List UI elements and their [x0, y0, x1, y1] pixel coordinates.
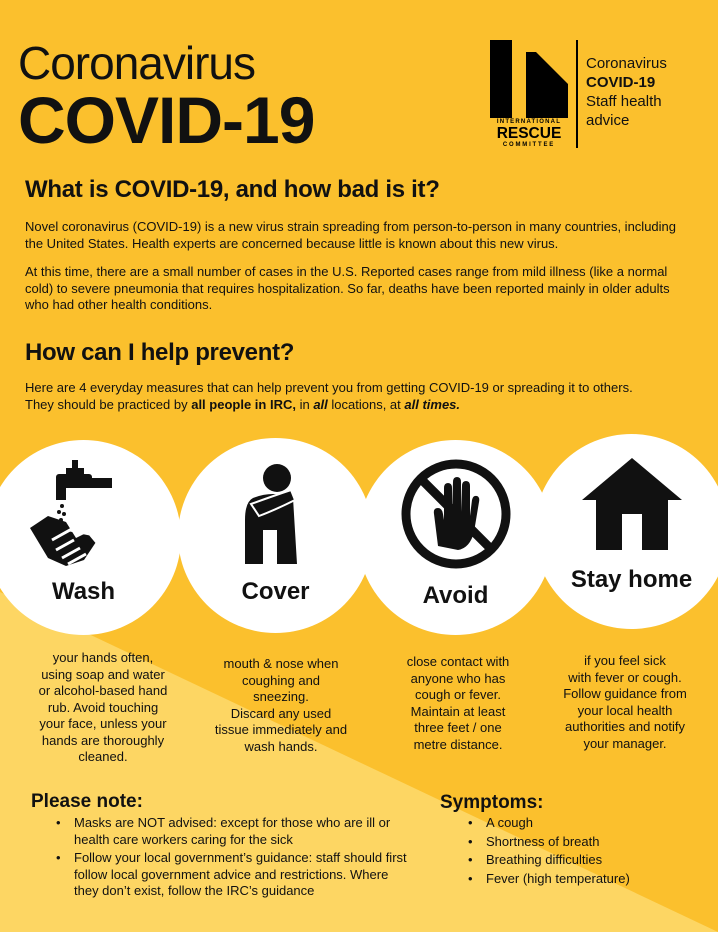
title-coronavirus: Coronavirus — [18, 37, 255, 89]
desc-line: your face, unless your — [39, 716, 167, 731]
desc-line: your local health — [577, 702, 673, 718]
cough-elbow-icon — [233, 460, 313, 572]
list-item: • Shortness of breath — [464, 834, 704, 851]
note-list — [52, 815, 412, 902]
house-icon — [578, 454, 686, 554]
list-item: • Breathing difficulties — [464, 852, 704, 869]
desc-line: using soap and water — [41, 666, 165, 682]
desc-line: your manager. — [583, 735, 667, 751]
logo-word-international: INTERNATIONAL — [496, 119, 562, 125]
irc-logo — [490, 40, 568, 148]
desc-line: metre distance. — [413, 736, 503, 752]
desc-line: cleaned. — [78, 749, 128, 764]
list-item: • Masks are NOT advised: except for those who are ill or health care workers caring for the sick — [52, 815, 412, 848]
measure-cover-circle — [178, 438, 373, 633]
measure-stayhome-desc — [540, 653, 710, 752]
symptoms-heading: Symptoms: — [440, 792, 544, 813]
irc-logo-mark — [490, 40, 568, 118]
heading-how-prevent: How can I help prevent? — [25, 339, 295, 366]
measure-stayhome-circle — [534, 434, 718, 629]
desc-line: cough or fever. — [415, 687, 501, 702]
intro-mid-1: in — [295, 396, 314, 412]
logo-divider — [576, 40, 578, 148]
desc-line: wash hands. — [244, 738, 318, 754]
desc-line: tissue immediately and — [214, 722, 348, 737]
measure-avoid-label: Avoid — [422, 582, 489, 609]
intro-bold-3: all times. — [404, 396, 461, 412]
symptoms-list — [464, 815, 704, 889]
intro-line1: Here are 4 everyday measures that can help prevent you from getting COVID-19 or spreading it to others. — [25, 380, 633, 395]
desc-line: or alcohol-based hand — [38, 683, 168, 698]
measure-wash-circle — [0, 440, 181, 635]
paragraph-measures-intro — [25, 380, 695, 413]
list-item: • Fever (high temperature) — [464, 871, 704, 888]
intro-pre: They should be practiced by — [25, 396, 192, 412]
desc-line: authorities and notify — [565, 719, 685, 734]
desc-line: rub. Avoid touching — [47, 699, 159, 715]
desc-line: with fever or cough. — [568, 669, 682, 685]
handwash-icon — [26, 454, 126, 574]
logo-side-line1: Coronavirus — [586, 55, 667, 72]
logo-side-line2: COVID-19 — [586, 74, 656, 91]
irc-arrow-icon — [490, 40, 568, 118]
desc-line: if you feel sick — [584, 653, 666, 668]
measure-cover-desc — [196, 656, 366, 755]
logo-word-rescue: RESCUE — [496, 125, 562, 142]
desc-line: Discard any used — [230, 705, 332, 721]
desc-line: three feet / one — [414, 720, 502, 735]
desc-line: hands are thoroughly — [41, 732, 165, 748]
heading-what-is: What is COVID-19, and how bad is it? — [25, 176, 440, 203]
desc-line: Maintain at least — [410, 703, 506, 719]
desc-line: close contact with — [406, 654, 510, 669]
logo-side-line4: advice — [586, 112, 630, 129]
measure-cover-label: Cover — [241, 578, 310, 605]
desc-line: anyone who has — [410, 670, 506, 686]
desc-line: sneezing. — [253, 689, 309, 704]
desc-line: your hands often, — [52, 650, 154, 665]
no-hand-icon — [400, 458, 512, 570]
intro-mid-2: locations, at — [327, 396, 405, 412]
desc-line: mouth & nose when — [223, 656, 339, 671]
note-heading: Please note: — [31, 791, 143, 812]
paragraph-intro-2: At this time, there are a small number of cases in the U.S. Reported cases range from mild illness (like a normal cold) to severe pneumonia that requires hospitalization. So far, deaths have been reported mainly in older adults who had other health conditions. — [25, 264, 670, 312]
desc-line: Follow guidance from — [563, 686, 687, 701]
logo-side-text — [586, 54, 667, 130]
paragraph-intro-1: Novel coronavirus (COVID-19) is a new virus strain spreading from person-to-person in many countries, including the United States. Health experts are concerned because little is known about this new virus. — [25, 219, 676, 251]
logo-word-committee: COMMITTEE — [502, 142, 556, 148]
intro-bold-2: all — [313, 396, 328, 412]
list-item: • Follow your local government’s guidance: staff should first follow local government advice and restrictions. Where they don’t exist, follow the IRC’s guidance — [52, 850, 412, 900]
measure-avoid-circle — [358, 440, 553, 635]
intro-bold-1: all people in IRC, — [191, 396, 296, 412]
measure-wash-desc — [18, 650, 188, 766]
title-covid19: COVID-19 — [18, 83, 315, 157]
measure-avoid-desc — [373, 654, 543, 753]
desc-line: coughing and — [241, 672, 321, 688]
measure-wash-label: Wash — [51, 578, 116, 605]
list-item: • A cough — [464, 815, 704, 832]
measure-stayhome-label: Stay home — [570, 566, 693, 593]
logo-side-line3: Staff health — [586, 93, 662, 110]
